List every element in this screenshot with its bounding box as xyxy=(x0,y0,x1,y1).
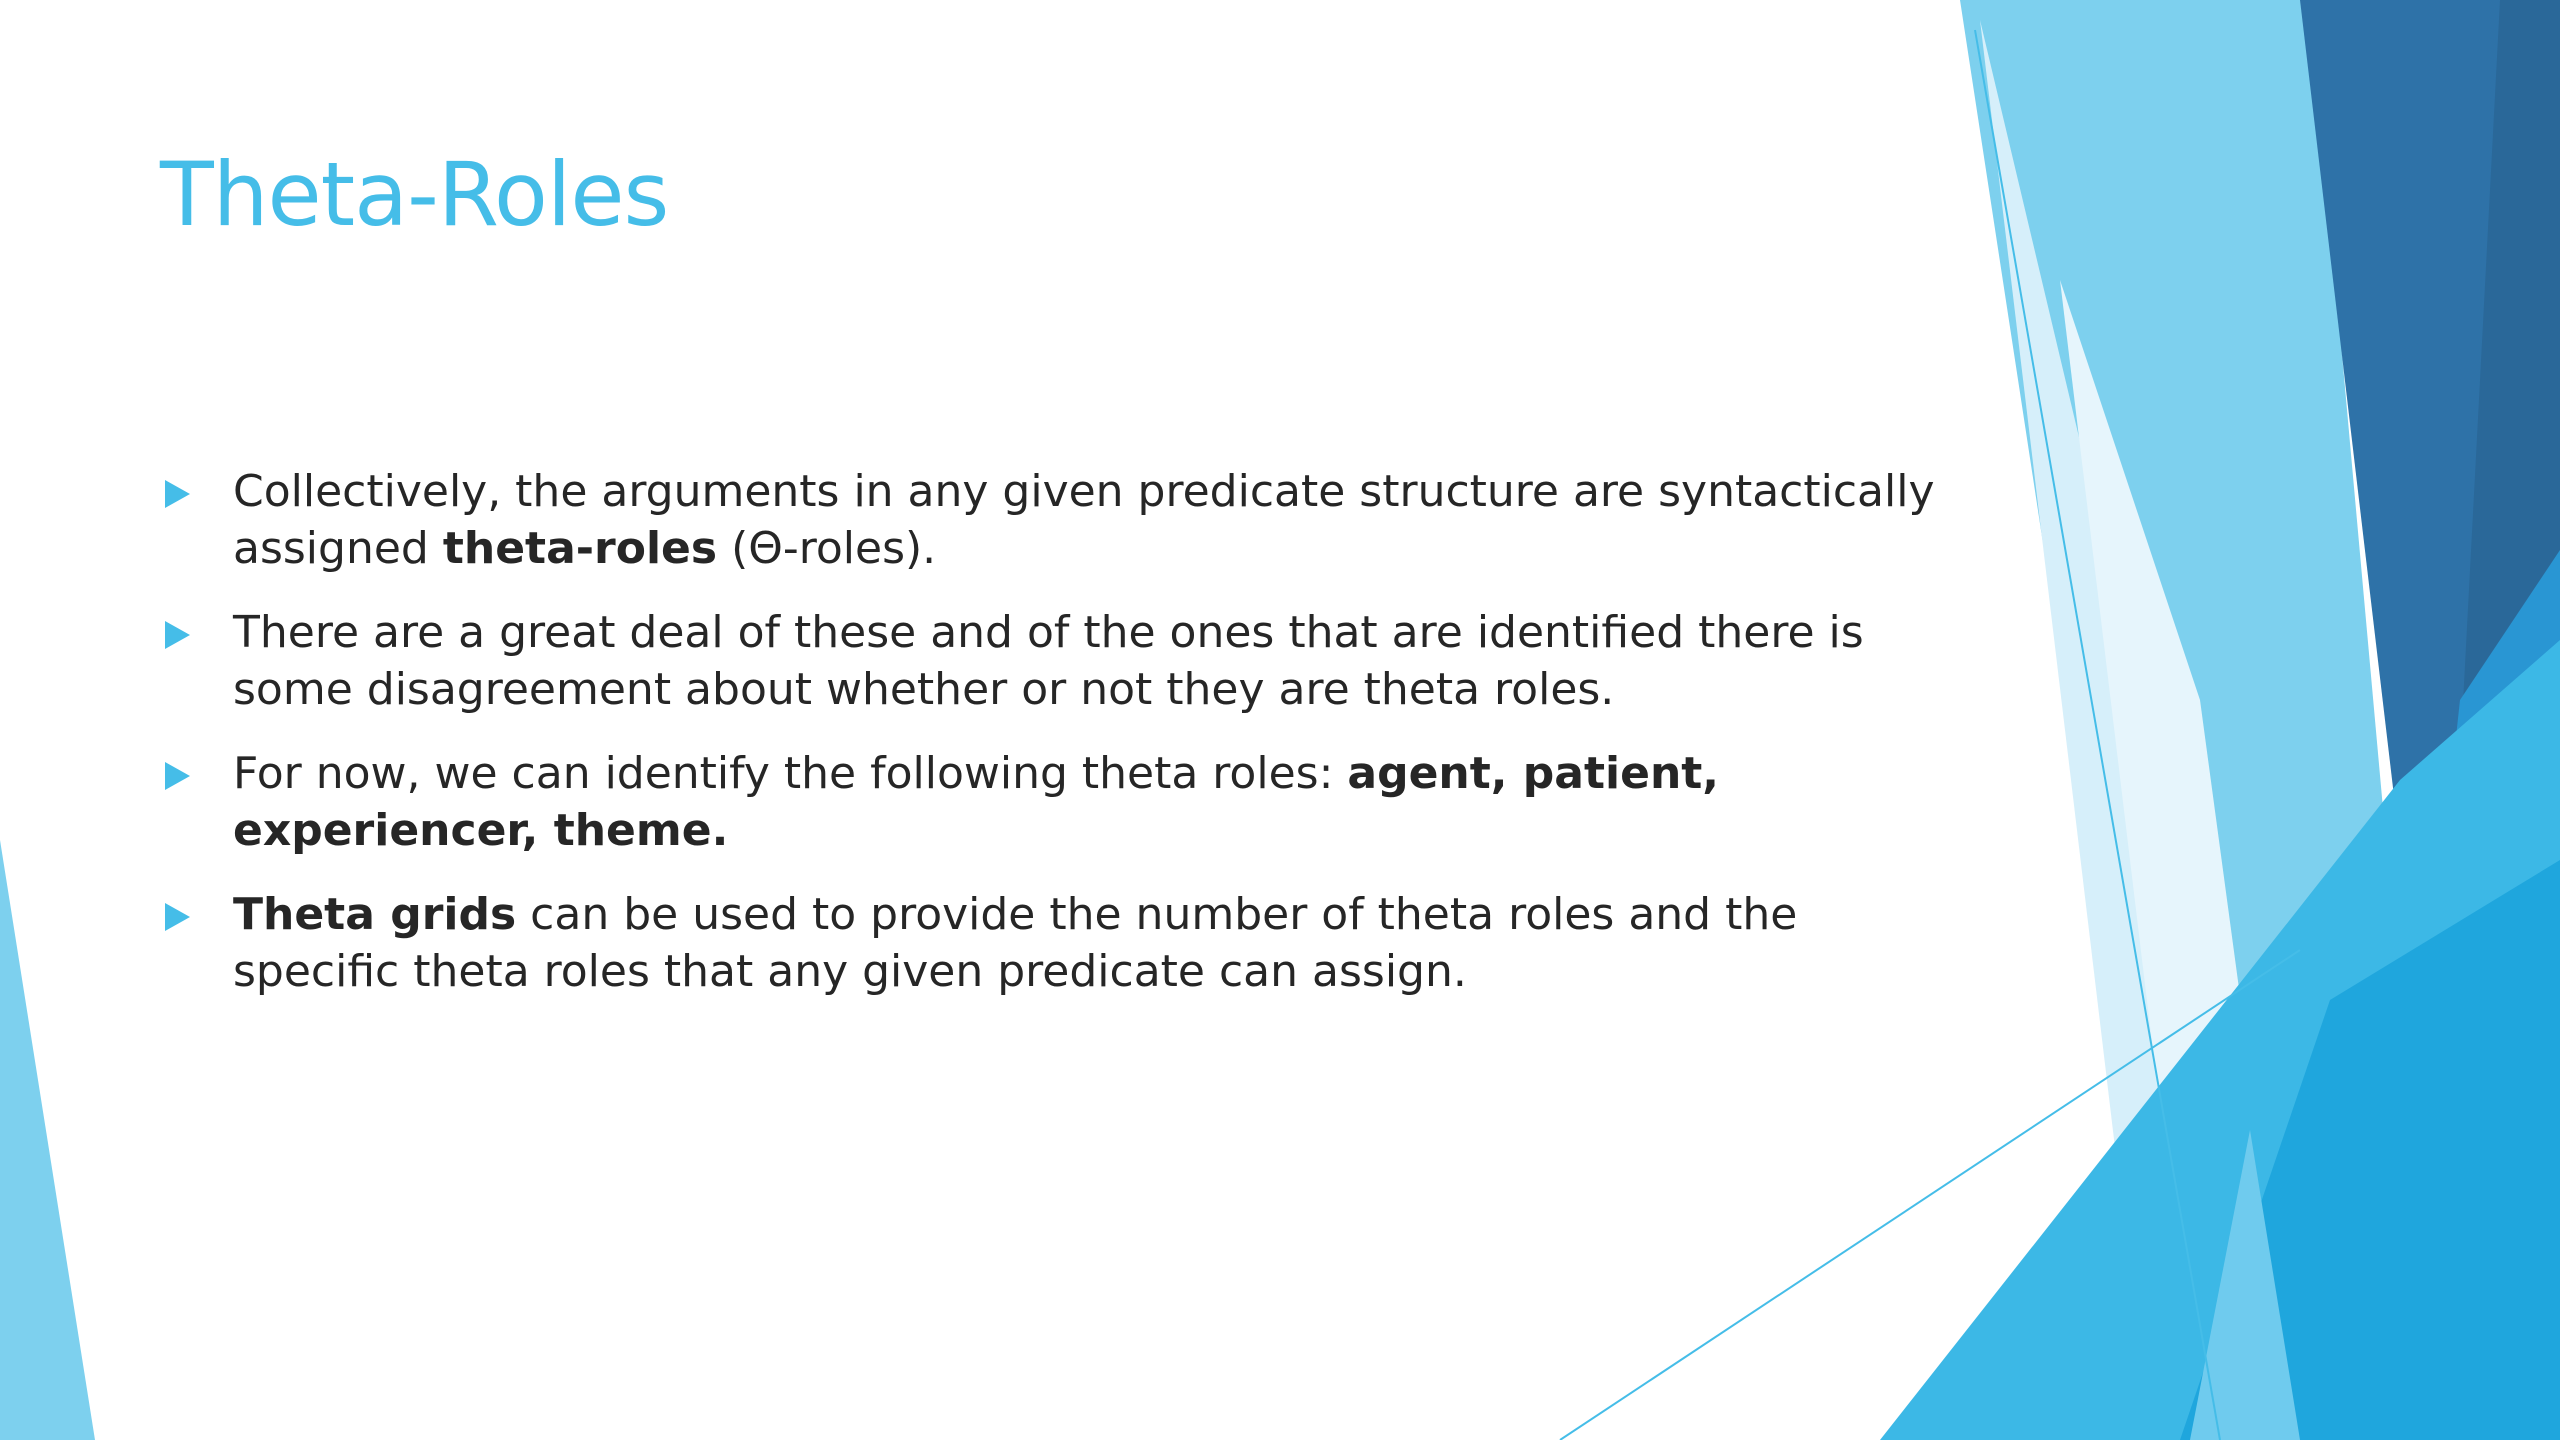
bullet-item-1 xyxy=(160,463,1960,577)
text-run: Collectively, the arguments in any given predicate structure are syntactically assigned xyxy=(233,466,1935,574)
text-run: can be used to provide the number of theta roles and the specific theta roles that any given predicate can assign. xyxy=(233,889,1798,997)
bullet-item-2 xyxy=(160,604,1960,718)
bullet-text xyxy=(233,889,1797,997)
bold-term: theta-roles xyxy=(442,523,718,574)
triangle-right-icon xyxy=(165,480,190,508)
shape-left-edge-sliver xyxy=(0,840,95,1440)
text-run: There are a great deal of these and of the ones that are identified there is some disagreement about whether or not they are theta roles. xyxy=(233,607,1864,715)
slide-title: Theta-Roles xyxy=(160,143,669,246)
bullet-text xyxy=(233,607,1864,715)
triangle-right-icon xyxy=(165,903,190,931)
bullet-list xyxy=(160,463,1960,1027)
triangle-right-icon xyxy=(165,621,190,649)
bold-term: Theta grids xyxy=(233,889,517,940)
triangle-right-icon xyxy=(165,762,190,790)
bullet-text xyxy=(233,748,1719,856)
bold-term: agent, patient, experiencer, theme. xyxy=(233,748,1720,856)
bullet-text xyxy=(233,466,1934,574)
text-run: For now, we can identify the following theta roles: xyxy=(233,748,1348,799)
text-run: (Θ-roles). xyxy=(717,523,937,574)
bullet-item-4 xyxy=(160,886,1960,1000)
bullet-item-3 xyxy=(160,745,1960,859)
